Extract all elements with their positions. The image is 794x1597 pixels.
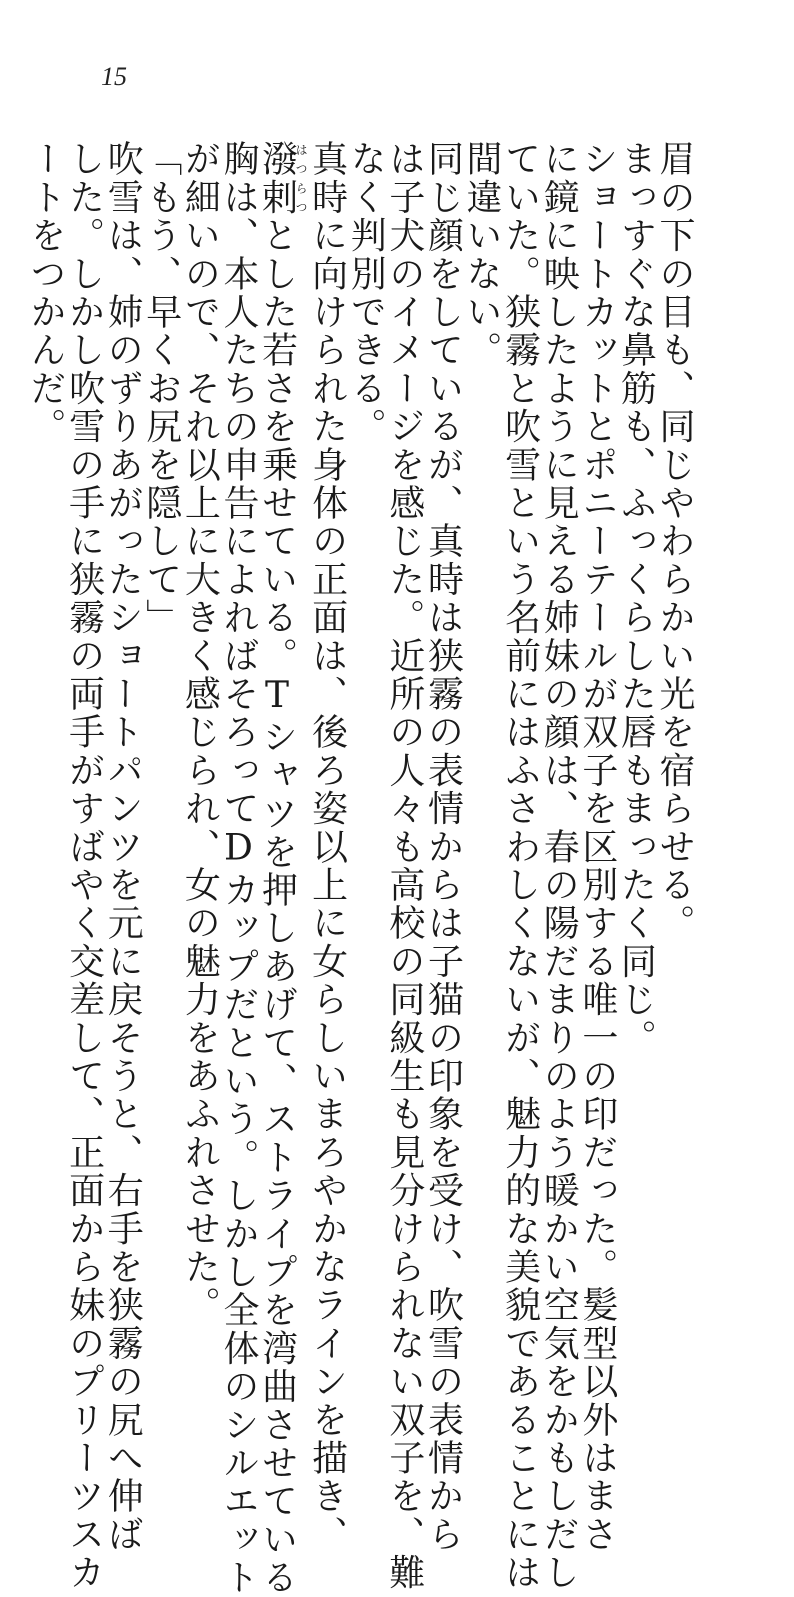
text-line: なく判別できる。 xyxy=(345,140,387,446)
text-line: ショートカットとポニーテールが双子を区別する唯一の印だった。髪型以外はまさ xyxy=(576,140,618,1554)
text-line: 吹雪は、姉のずりあがったショートパンツを元に戻そうと、右手を狭霧の尻へ伸ば xyxy=(102,140,144,1554)
text-line: は子犬のイメージを感じた。近所の人々も高校の同級生も見分けられない双子を、難 xyxy=(383,140,425,1592)
page-number: 15 xyxy=(101,62,127,91)
text-line: ートをつかんだ。 xyxy=(25,140,66,446)
text-line: 間違いない。 xyxy=(461,140,503,370)
text-line: 同じ顔をしているが、真時は狭霧の表情からは子猫の印象を受け、吹雪の表情から xyxy=(422,140,464,1554)
text-line-with-ruby xyxy=(256,140,309,1597)
text-line: が細いので、それ以上に大きく感じられ、女の魅力をあふれさせた。 xyxy=(179,140,221,1325)
ruby-word xyxy=(256,140,309,217)
body-text xyxy=(25,140,695,1597)
ruby-reading: はつらつ xyxy=(294,140,309,217)
text-line: 「もう、早くお尻を隠して」 xyxy=(140,140,182,637)
text-line: 胸は、本人たちの申告によればそろってDカップだという。しかし全体のシルエット xyxy=(217,140,259,1597)
ruby-base: 潑剌 xyxy=(256,140,298,217)
text-line: ていた。狭霧と吹雪という名前にはふさわしくないが、魅力的な美貌であることには xyxy=(499,140,541,1592)
text-line: まっすぐな鼻筋も、ふっくらした唇もまったく同じ。 xyxy=(615,140,657,1057)
text-line: に鏡に映したように見える姉妹の顔は、春の陽だまりのよう暖かい空気をかもしだし xyxy=(538,140,580,1592)
text-line: 真時に向けられた身体の正面は、後ろ姿以上に女らしいまろやかなラインを描き、 xyxy=(306,140,348,1554)
text-line: した。しかし吹雪の手に狭霧の両手がすばやく交差して、正面から妹のプリーツスカ xyxy=(63,140,105,1592)
text-line: 眉の下の目も、同じやわらかい光を宿らせる。 xyxy=(654,140,695,943)
text-line-rest: とした若さを乗せている。Tシャツを押しあげて、ストライプを湾曲させている xyxy=(256,216,298,1597)
